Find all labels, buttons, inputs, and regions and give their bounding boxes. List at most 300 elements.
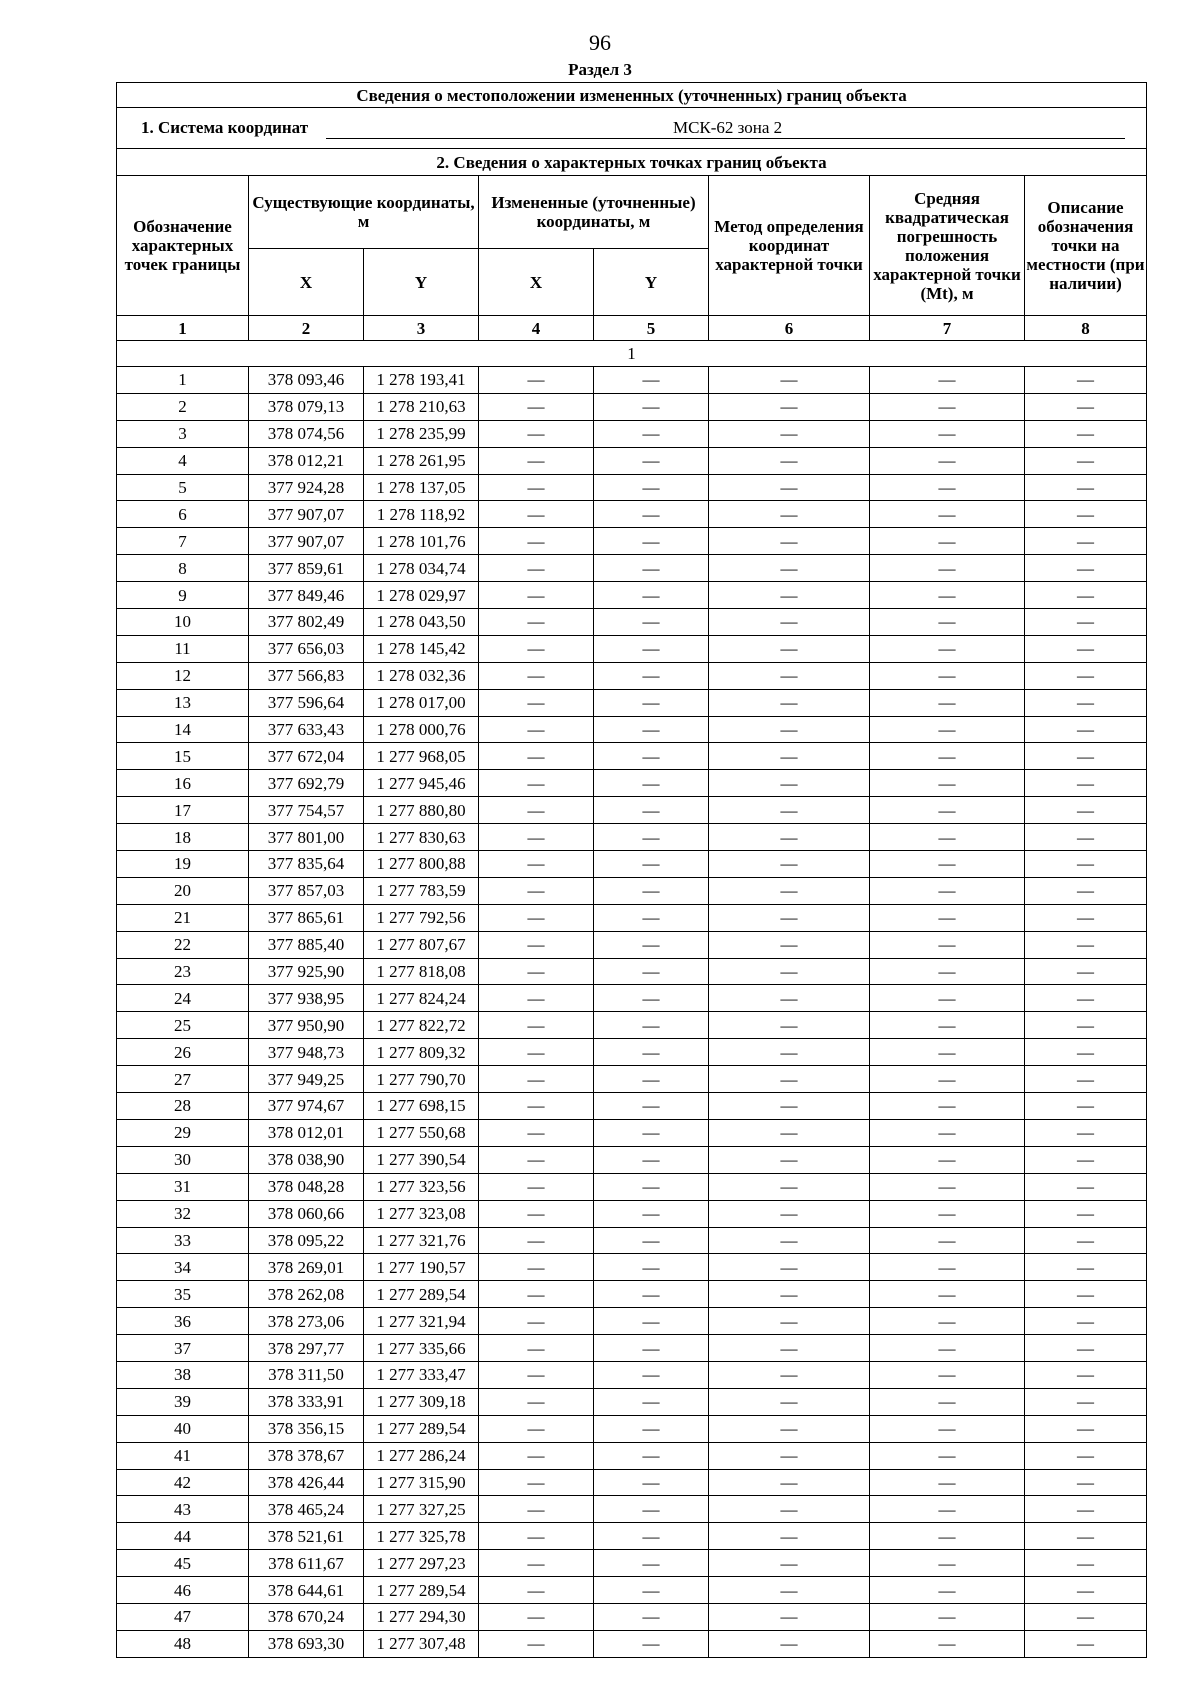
table-row: [117, 555, 1147, 582]
point-number-cell: 42: [117, 1469, 249, 1496]
table-row: [117, 958, 1147, 985]
accuracy-cell: —: [870, 1039, 1025, 1066]
method-cell: —: [709, 770, 870, 797]
table-row: [117, 393, 1147, 420]
method-cell: —: [709, 393, 870, 420]
description-cell: —: [1025, 1200, 1147, 1227]
accuracy-cell: —: [870, 824, 1025, 851]
existing-y-cell: 1 278 261,95: [364, 447, 479, 474]
changed-x-cell: —: [479, 1550, 594, 1577]
changed-x-cell: —: [479, 635, 594, 662]
existing-y-cell: 1 277 818,08: [364, 958, 479, 985]
existing-x-cell: 377 924,28: [249, 474, 364, 501]
description-cell: —: [1025, 1361, 1147, 1388]
changed-y-cell: —: [594, 1388, 709, 1415]
accuracy-cell: —: [870, 1335, 1025, 1362]
point-number-cell: 1: [117, 367, 249, 394]
description-cell: —: [1025, 555, 1147, 582]
method-cell: —: [709, 662, 870, 689]
changed-x-cell: —: [479, 770, 594, 797]
method-cell: —: [709, 447, 870, 474]
point-number-cell: 28: [117, 1093, 249, 1120]
changed-x-cell: —: [479, 447, 594, 474]
point-number-cell: 23: [117, 958, 249, 985]
changed-y-cell: —: [594, 447, 709, 474]
description-cell: —: [1025, 1577, 1147, 1604]
coordinate-system-label: 1. Система координат: [140, 117, 309, 137]
existing-x-cell: 377 974,67: [249, 1093, 364, 1120]
changed-y-cell: —: [594, 1012, 709, 1039]
point-number-cell: 35: [117, 1281, 249, 1308]
method-cell: —: [709, 1146, 870, 1173]
changed-x-cell: —: [479, 1415, 594, 1442]
existing-x-cell: 377 633,43: [249, 716, 364, 743]
table-row: [117, 1603, 1147, 1630]
changed-y-cell: —: [594, 1308, 709, 1335]
changed-y-cell: —: [594, 716, 709, 743]
existing-y-cell: 1 277 307,48: [364, 1630, 479, 1657]
existing-x-cell: 378 378,67: [249, 1442, 364, 1469]
accuracy-cell: —: [870, 1496, 1025, 1523]
table-row: [117, 1119, 1147, 1146]
accuracy-cell: —: [870, 716, 1025, 743]
existing-y-cell: 1 278 193,41: [364, 367, 479, 394]
method-cell: —: [709, 555, 870, 582]
coordinate-system-value: МСК-62 зона 2: [326, 118, 1125, 139]
method-cell: —: [709, 851, 870, 878]
accuracy-cell: —: [870, 1173, 1025, 1200]
point-number-cell: 40: [117, 1415, 249, 1442]
changed-x-cell: —: [479, 609, 594, 636]
changed-x-cell: —: [479, 1146, 594, 1173]
changed-y-cell: —: [594, 1469, 709, 1496]
accuracy-cell: —: [870, 501, 1025, 528]
description-cell: —: [1025, 367, 1147, 394]
changed-x-cell: —: [479, 555, 594, 582]
table-row: [117, 420, 1147, 447]
existing-x-cell: 378 048,28: [249, 1173, 364, 1200]
header-changed-x: X: [479, 249, 594, 316]
table-row: [117, 1442, 1147, 1469]
point-number-cell: 22: [117, 931, 249, 958]
changed-x-cell: —: [479, 367, 594, 394]
point-number-cell: 36: [117, 1308, 249, 1335]
changed-y-cell: —: [594, 1119, 709, 1146]
existing-x-cell: 378 079,13: [249, 393, 364, 420]
method-cell: —: [709, 1012, 870, 1039]
existing-y-cell: 1 277 294,30: [364, 1603, 479, 1630]
table-row: [117, 447, 1147, 474]
changed-x-cell: —: [479, 1039, 594, 1066]
existing-y-cell: 1 277 315,90: [364, 1469, 479, 1496]
accuracy-cell: —: [870, 1012, 1025, 1039]
coordinates-table: [116, 82, 1147, 1658]
description-cell: —: [1025, 1012, 1147, 1039]
description-cell: —: [1025, 958, 1147, 985]
description-cell: —: [1025, 1039, 1147, 1066]
table-row: [117, 635, 1147, 662]
method-cell: —: [709, 1603, 870, 1630]
description-cell: —: [1025, 1442, 1147, 1469]
existing-y-cell: 1 277 968,05: [364, 743, 479, 770]
existing-x-cell: 377 949,25: [249, 1066, 364, 1093]
existing-y-cell: 1 277 807,67: [364, 931, 479, 958]
method-cell: —: [709, 904, 870, 931]
changed-x-cell: —: [479, 1200, 594, 1227]
existing-x-cell: 378 093,46: [249, 367, 364, 394]
existing-y-cell: 1 277 190,57: [364, 1254, 479, 1281]
existing-x-cell: 378 670,24: [249, 1603, 364, 1630]
point-number-cell: 29: [117, 1119, 249, 1146]
description-cell: —: [1025, 635, 1147, 662]
method-cell: —: [709, 1361, 870, 1388]
point-number-cell: 46: [117, 1577, 249, 1604]
existing-x-cell: 378 012,01: [249, 1119, 364, 1146]
changed-x-cell: —: [479, 528, 594, 555]
existing-x-cell: 377 656,03: [249, 635, 364, 662]
existing-x-cell: 378 038,90: [249, 1146, 364, 1173]
changed-y-cell: —: [594, 635, 709, 662]
changed-y-cell: —: [594, 662, 709, 689]
changed-x-cell: —: [479, 716, 594, 743]
method-cell: —: [709, 1630, 870, 1657]
changed-x-cell: —: [479, 1227, 594, 1254]
method-cell: —: [709, 1388, 870, 1415]
existing-y-cell: 1 277 830,63: [364, 824, 479, 851]
changed-x-cell: —: [479, 931, 594, 958]
method-cell: —: [709, 877, 870, 904]
existing-x-cell: 378 095,22: [249, 1227, 364, 1254]
existing-x-cell: 378 333,91: [249, 1388, 364, 1415]
method-cell: —: [709, 1308, 870, 1335]
changed-x-cell: —: [479, 393, 594, 420]
accuracy-cell: —: [870, 1388, 1025, 1415]
existing-x-cell: 378 693,30: [249, 1630, 364, 1657]
point-number-cell: 13: [117, 689, 249, 716]
changed-y-cell: —: [594, 1093, 709, 1120]
table-row: [117, 1254, 1147, 1281]
point-number-cell: 44: [117, 1523, 249, 1550]
description-cell: —: [1025, 447, 1147, 474]
point-number-cell: 43: [117, 1496, 249, 1523]
changed-y-cell: —: [594, 1415, 709, 1442]
column-number: 6: [709, 316, 870, 341]
table-row: [117, 1200, 1147, 1227]
changed-y-cell: —: [594, 1146, 709, 1173]
description-cell: —: [1025, 877, 1147, 904]
description-cell: —: [1025, 609, 1147, 636]
table-row: [117, 985, 1147, 1012]
accuracy-cell: —: [870, 1254, 1025, 1281]
point-number-cell: 27: [117, 1066, 249, 1093]
description-cell: —: [1025, 1119, 1147, 1146]
description-cell: —: [1025, 1469, 1147, 1496]
existing-x-cell: 378 262,08: [249, 1281, 364, 1308]
accuracy-cell: —: [870, 770, 1025, 797]
method-cell: —: [709, 609, 870, 636]
method-cell: —: [709, 1227, 870, 1254]
point-number-cell: 12: [117, 662, 249, 689]
existing-y-cell: 1 277 698,15: [364, 1093, 479, 1120]
description-cell: —: [1025, 501, 1147, 528]
description-cell: —: [1025, 420, 1147, 447]
description-cell: —: [1025, 931, 1147, 958]
changed-x-cell: —: [479, 1066, 594, 1093]
changed-x-cell: —: [479, 877, 594, 904]
existing-y-cell: 1 277 321,76: [364, 1227, 479, 1254]
description-cell: —: [1025, 662, 1147, 689]
point-number-cell: 41: [117, 1442, 249, 1469]
description-cell: —: [1025, 851, 1147, 878]
accuracy-cell: —: [870, 904, 1025, 931]
method-cell: —: [709, 824, 870, 851]
existing-y-cell: 1 277 327,25: [364, 1496, 479, 1523]
existing-x-cell: 378 273,06: [249, 1308, 364, 1335]
accuracy-cell: —: [870, 1469, 1025, 1496]
description-cell: —: [1025, 1093, 1147, 1120]
method-cell: —: [709, 1119, 870, 1146]
accuracy-cell: —: [870, 1227, 1025, 1254]
accuracy-cell: —: [870, 1603, 1025, 1630]
existing-y-cell: 1 277 824,24: [364, 985, 479, 1012]
existing-y-cell: 1 277 325,78: [364, 1523, 479, 1550]
existing-y-cell: 1 278 017,00: [364, 689, 479, 716]
changed-y-cell: —: [594, 1603, 709, 1630]
accuracy-cell: —: [870, 1415, 1025, 1442]
changed-x-cell: —: [479, 904, 594, 931]
changed-x-cell: —: [479, 1630, 594, 1657]
existing-y-cell: 1 278 029,97: [364, 582, 479, 609]
existing-x-cell: 377 907,07: [249, 501, 364, 528]
changed-x-cell: —: [479, 1281, 594, 1308]
changed-y-cell: —: [594, 1361, 709, 1388]
existing-x-cell: 378 074,56: [249, 420, 364, 447]
accuracy-cell: —: [870, 635, 1025, 662]
changed-y-cell: —: [594, 555, 709, 582]
changed-x-cell: —: [479, 824, 594, 851]
table-row: [117, 1146, 1147, 1173]
changed-y-cell: —: [594, 931, 709, 958]
method-cell: —: [709, 501, 870, 528]
changed-y-cell: —: [594, 420, 709, 447]
accuracy-cell: —: [870, 609, 1025, 636]
changed-y-cell: —: [594, 1550, 709, 1577]
description-cell: —: [1025, 582, 1147, 609]
method-cell: —: [709, 716, 870, 743]
method-cell: —: [709, 635, 870, 662]
existing-y-cell: 1 277 783,59: [364, 877, 479, 904]
existing-y-cell: 1 277 286,24: [364, 1442, 479, 1469]
point-number-cell: 24: [117, 985, 249, 1012]
existing-y-cell: 1 278 032,36: [364, 662, 479, 689]
existing-y-cell: 1 278 043,50: [364, 609, 479, 636]
accuracy-cell: —: [870, 1361, 1025, 1388]
header-point-designation: Обозначение характерных точек границы: [117, 176, 249, 316]
method-cell: —: [709, 1173, 870, 1200]
header-description: Описание обозначения точки на местности (при наличии): [1025, 176, 1147, 316]
point-number-cell: 3: [117, 420, 249, 447]
description-cell: —: [1025, 716, 1147, 743]
existing-y-cell: 1 277 880,80: [364, 797, 479, 824]
method-cell: —: [709, 1200, 870, 1227]
accuracy-cell: —: [870, 1630, 1025, 1657]
changed-y-cell: —: [594, 1630, 709, 1657]
subsection-title: 2. Сведения о характерных точках границ объекта: [117, 149, 1147, 176]
table-row: [117, 797, 1147, 824]
description-cell: —: [1025, 1415, 1147, 1442]
accuracy-cell: —: [870, 743, 1025, 770]
table-row: [117, 1039, 1147, 1066]
accuracy-cell: —: [870, 1066, 1025, 1093]
existing-x-cell: 378 521,61: [249, 1523, 364, 1550]
existing-x-cell: 378 297,77: [249, 1335, 364, 1362]
point-number-cell: 38: [117, 1361, 249, 1388]
changed-y-cell: —: [594, 528, 709, 555]
header-changed-coords: Измененные (уточненные) координаты, м: [479, 176, 709, 249]
changed-x-cell: —: [479, 1388, 594, 1415]
existing-y-cell: 1 278 034,74: [364, 555, 479, 582]
existing-x-cell: 377 692,79: [249, 770, 364, 797]
existing-x-cell: 378 311,50: [249, 1361, 364, 1388]
changed-y-cell: —: [594, 770, 709, 797]
existing-x-cell: 377 948,73: [249, 1039, 364, 1066]
existing-y-cell: 1 277 289,54: [364, 1281, 479, 1308]
accuracy-cell: —: [870, 367, 1025, 394]
changed-y-cell: —: [594, 1066, 709, 1093]
description-cell: —: [1025, 1227, 1147, 1254]
point-number-cell: 10: [117, 609, 249, 636]
table-title: Сведения о местоположении измененных (уточненных) границ объекта: [117, 83, 1147, 108]
point-number-cell: 11: [117, 635, 249, 662]
table-row: [117, 582, 1147, 609]
changed-x-cell: —: [479, 1523, 594, 1550]
changed-y-cell: —: [594, 1442, 709, 1469]
point-number-cell: 2: [117, 393, 249, 420]
point-number-cell: 9: [117, 582, 249, 609]
existing-x-cell: 377 849,46: [249, 582, 364, 609]
table-row: [117, 474, 1147, 501]
accuracy-cell: —: [870, 393, 1025, 420]
changed-y-cell: —: [594, 1200, 709, 1227]
description-cell: —: [1025, 1550, 1147, 1577]
accuracy-cell: —: [870, 1146, 1025, 1173]
changed-x-cell: —: [479, 1361, 594, 1388]
column-number: 7: [870, 316, 1025, 341]
table-row: [117, 1415, 1147, 1442]
table-row: [117, 1066, 1147, 1093]
existing-y-cell: 1 277 335,66: [364, 1335, 479, 1362]
changed-x-cell: —: [479, 1308, 594, 1335]
table-row: [117, 689, 1147, 716]
changed-x-cell: —: [479, 743, 594, 770]
existing-y-cell: 1 277 289,54: [364, 1415, 479, 1442]
changed-x-cell: —: [479, 958, 594, 985]
method-cell: —: [709, 1335, 870, 1362]
accuracy-cell: —: [870, 420, 1025, 447]
existing-x-cell: 378 060,66: [249, 1200, 364, 1227]
description-cell: —: [1025, 770, 1147, 797]
existing-x-cell: 377 885,40: [249, 931, 364, 958]
description-cell: —: [1025, 689, 1147, 716]
method-cell: —: [709, 367, 870, 394]
point-number-cell: 45: [117, 1550, 249, 1577]
column-number: 5: [594, 316, 709, 341]
changed-y-cell: —: [594, 1523, 709, 1550]
table-row: [117, 1227, 1147, 1254]
table-row: [117, 501, 1147, 528]
existing-y-cell: 1 277 323,56: [364, 1173, 479, 1200]
existing-y-cell: 1 277 309,18: [364, 1388, 479, 1415]
table-row: [117, 743, 1147, 770]
table-row: [117, 1093, 1147, 1120]
existing-x-cell: 378 012,21: [249, 447, 364, 474]
column-number: 1: [117, 316, 249, 341]
existing-x-cell: 377 859,61: [249, 555, 364, 582]
table-row: [117, 1281, 1147, 1308]
accuracy-cell: —: [870, 1523, 1025, 1550]
changed-y-cell: —: [594, 501, 709, 528]
contour-label: 1: [117, 341, 1147, 367]
changed-x-cell: —: [479, 689, 594, 716]
method-cell: —: [709, 958, 870, 985]
header-existing-y: Y: [364, 249, 479, 316]
existing-x-cell: 378 644,61: [249, 1577, 364, 1604]
changed-x-cell: —: [479, 1093, 594, 1120]
point-number-cell: 48: [117, 1630, 249, 1657]
changed-y-cell: —: [594, 582, 709, 609]
point-number-cell: 19: [117, 851, 249, 878]
description-cell: —: [1025, 824, 1147, 851]
table-row: [117, 770, 1147, 797]
table-row: [117, 904, 1147, 931]
accuracy-cell: —: [870, 1200, 1025, 1227]
changed-y-cell: —: [594, 1173, 709, 1200]
accuracy-cell: —: [870, 582, 1025, 609]
table-row: [117, 1550, 1147, 1577]
changed-x-cell: —: [479, 420, 594, 447]
changed-x-cell: —: [479, 1469, 594, 1496]
existing-y-cell: 1 277 945,46: [364, 770, 479, 797]
point-number-cell: 7: [117, 528, 249, 555]
changed-y-cell: —: [594, 958, 709, 985]
changed-y-cell: —: [594, 689, 709, 716]
changed-y-cell: —: [594, 1335, 709, 1362]
existing-y-cell: 1 277 297,23: [364, 1550, 479, 1577]
point-number-cell: 39: [117, 1388, 249, 1415]
description-cell: —: [1025, 797, 1147, 824]
existing-x-cell: 377 801,00: [249, 824, 364, 851]
existing-y-cell: 1 278 145,42: [364, 635, 479, 662]
method-cell: —: [709, 1039, 870, 1066]
description-cell: —: [1025, 1254, 1147, 1281]
accuracy-cell: —: [870, 689, 1025, 716]
existing-y-cell: 1 277 321,94: [364, 1308, 479, 1335]
description-cell: —: [1025, 1388, 1147, 1415]
existing-y-cell: 1 278 235,99: [364, 420, 479, 447]
existing-y-cell: 1 278 000,76: [364, 716, 479, 743]
changed-x-cell: —: [479, 1254, 594, 1281]
accuracy-cell: —: [870, 1093, 1025, 1120]
description-cell: —: [1025, 1603, 1147, 1630]
description-cell: —: [1025, 1496, 1147, 1523]
point-number-cell: 14: [117, 716, 249, 743]
existing-x-cell: 377 907,07: [249, 528, 364, 555]
point-number-cell: 8: [117, 555, 249, 582]
changed-x-cell: —: [479, 851, 594, 878]
method-cell: —: [709, 743, 870, 770]
table-row: [117, 1496, 1147, 1523]
accuracy-cell: —: [870, 1442, 1025, 1469]
